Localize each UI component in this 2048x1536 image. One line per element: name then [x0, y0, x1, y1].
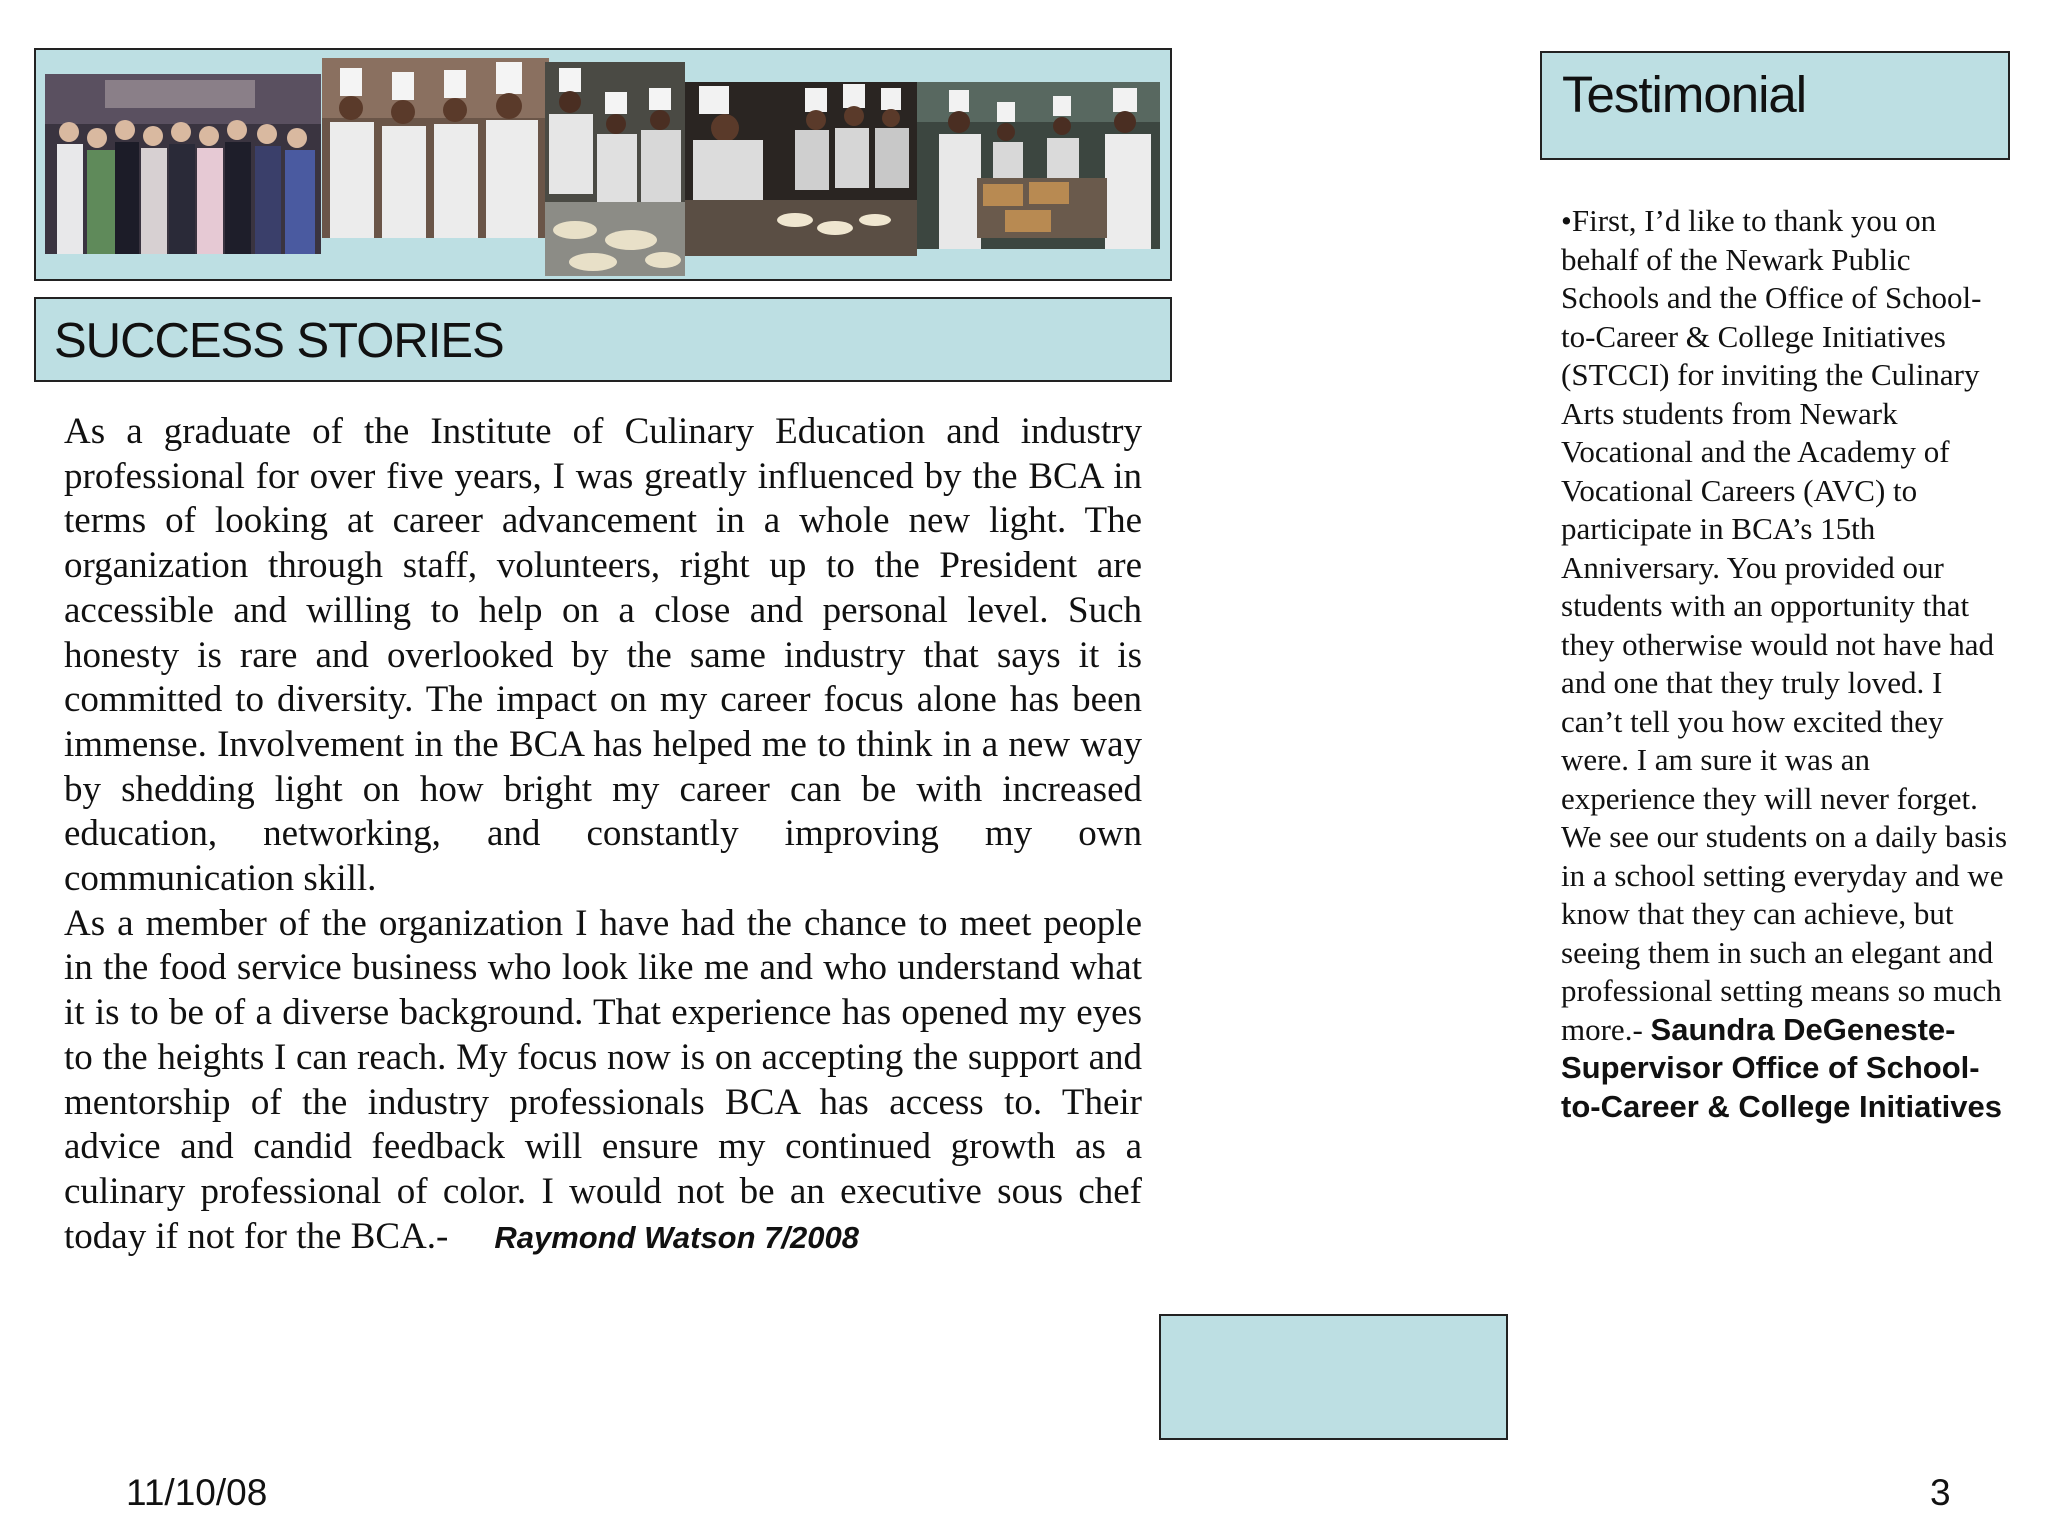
chefs-photo [322, 58, 549, 238]
story-author: Raymond Watson 7/2008 [494, 1219, 859, 1255]
story-paragraph: As a graduate of the Institute of Culinary Education and industry professional for over five years, I was greatly influenced by the BCA in terms of looking at career advancement in a whole new light. The organization through staff, volunteers, right up to the President are accessible and willing to help on a close and personal level. Such honesty is rare and overlooked by the same industry that says it is committed to diversity. The impact on my career focus alone has been immense. Involvement in the BCA has helped me to think in a new way by shedding light on how bright my career can be with increased education, networking, and constantly improving my own communication skill. [64, 411, 1142, 900]
photo-strip [34, 48, 1172, 281]
kitchen-photo-3 [917, 82, 1160, 249]
kitchen-photo-2 [685, 82, 917, 256]
testimonial-title: Testimonial [1562, 66, 1807, 123]
success-stories-header [34, 297, 1172, 382]
kitchen-photo-1 [545, 62, 685, 276]
success-stories-title: SUCCESS STORIES [54, 314, 504, 368]
story-paragraph [64, 902, 1142, 1261]
group-photo [45, 74, 321, 254]
story-paragraph-text: As a member of the organization I have had the chance to meet people in the food service business who look like me and who understand what it is to be of a diverse background. That experience has opened my eyes to the heights I can reach. My focus now is on accepting the support and mentorship of the industry professionals BCA has access to. Their advice and candid feedback will ensure my continued growth as a culinary professional of color. I would not be an executive sous chef today if not for the BCA.- [64, 902, 1142, 1257]
testimonial-body [1561, 202, 2011, 1126]
empty-decorative-box [1159, 1314, 1508, 1440]
testimonial-signature: Saundra DeGeneste-Supervisor Office of School-to-Career & College Initiatives [1561, 1011, 2003, 1124]
testimonial-quote: •First, I’d like to thank you on behalf of the Newark Public Schools and the Office of School-to-Career & College Initiatives (STCCI) for inviting the Culinary Arts students from Newark Vocational and the Academy of Vocational Careers (AVC) to participate in BCA’s 15th Anniversary. You provided our students with an opportunity that they otherwise would not have had and one that they truly loved. I can’t tell you how excited they were. I am sure it was an experience they will never forget. We see our students on a daily basis in a school setting everyday and we know that they can achieve, but seeing them in such an elegant and professional setting means so much more.- [1561, 203, 2008, 1047]
page-number: 3 [1930, 1472, 1951, 1513]
footer-date: 11/10/08 [126, 1472, 268, 1513]
testimonial-header [1540, 51, 2010, 160]
success-story-body [64, 410, 1142, 1260]
